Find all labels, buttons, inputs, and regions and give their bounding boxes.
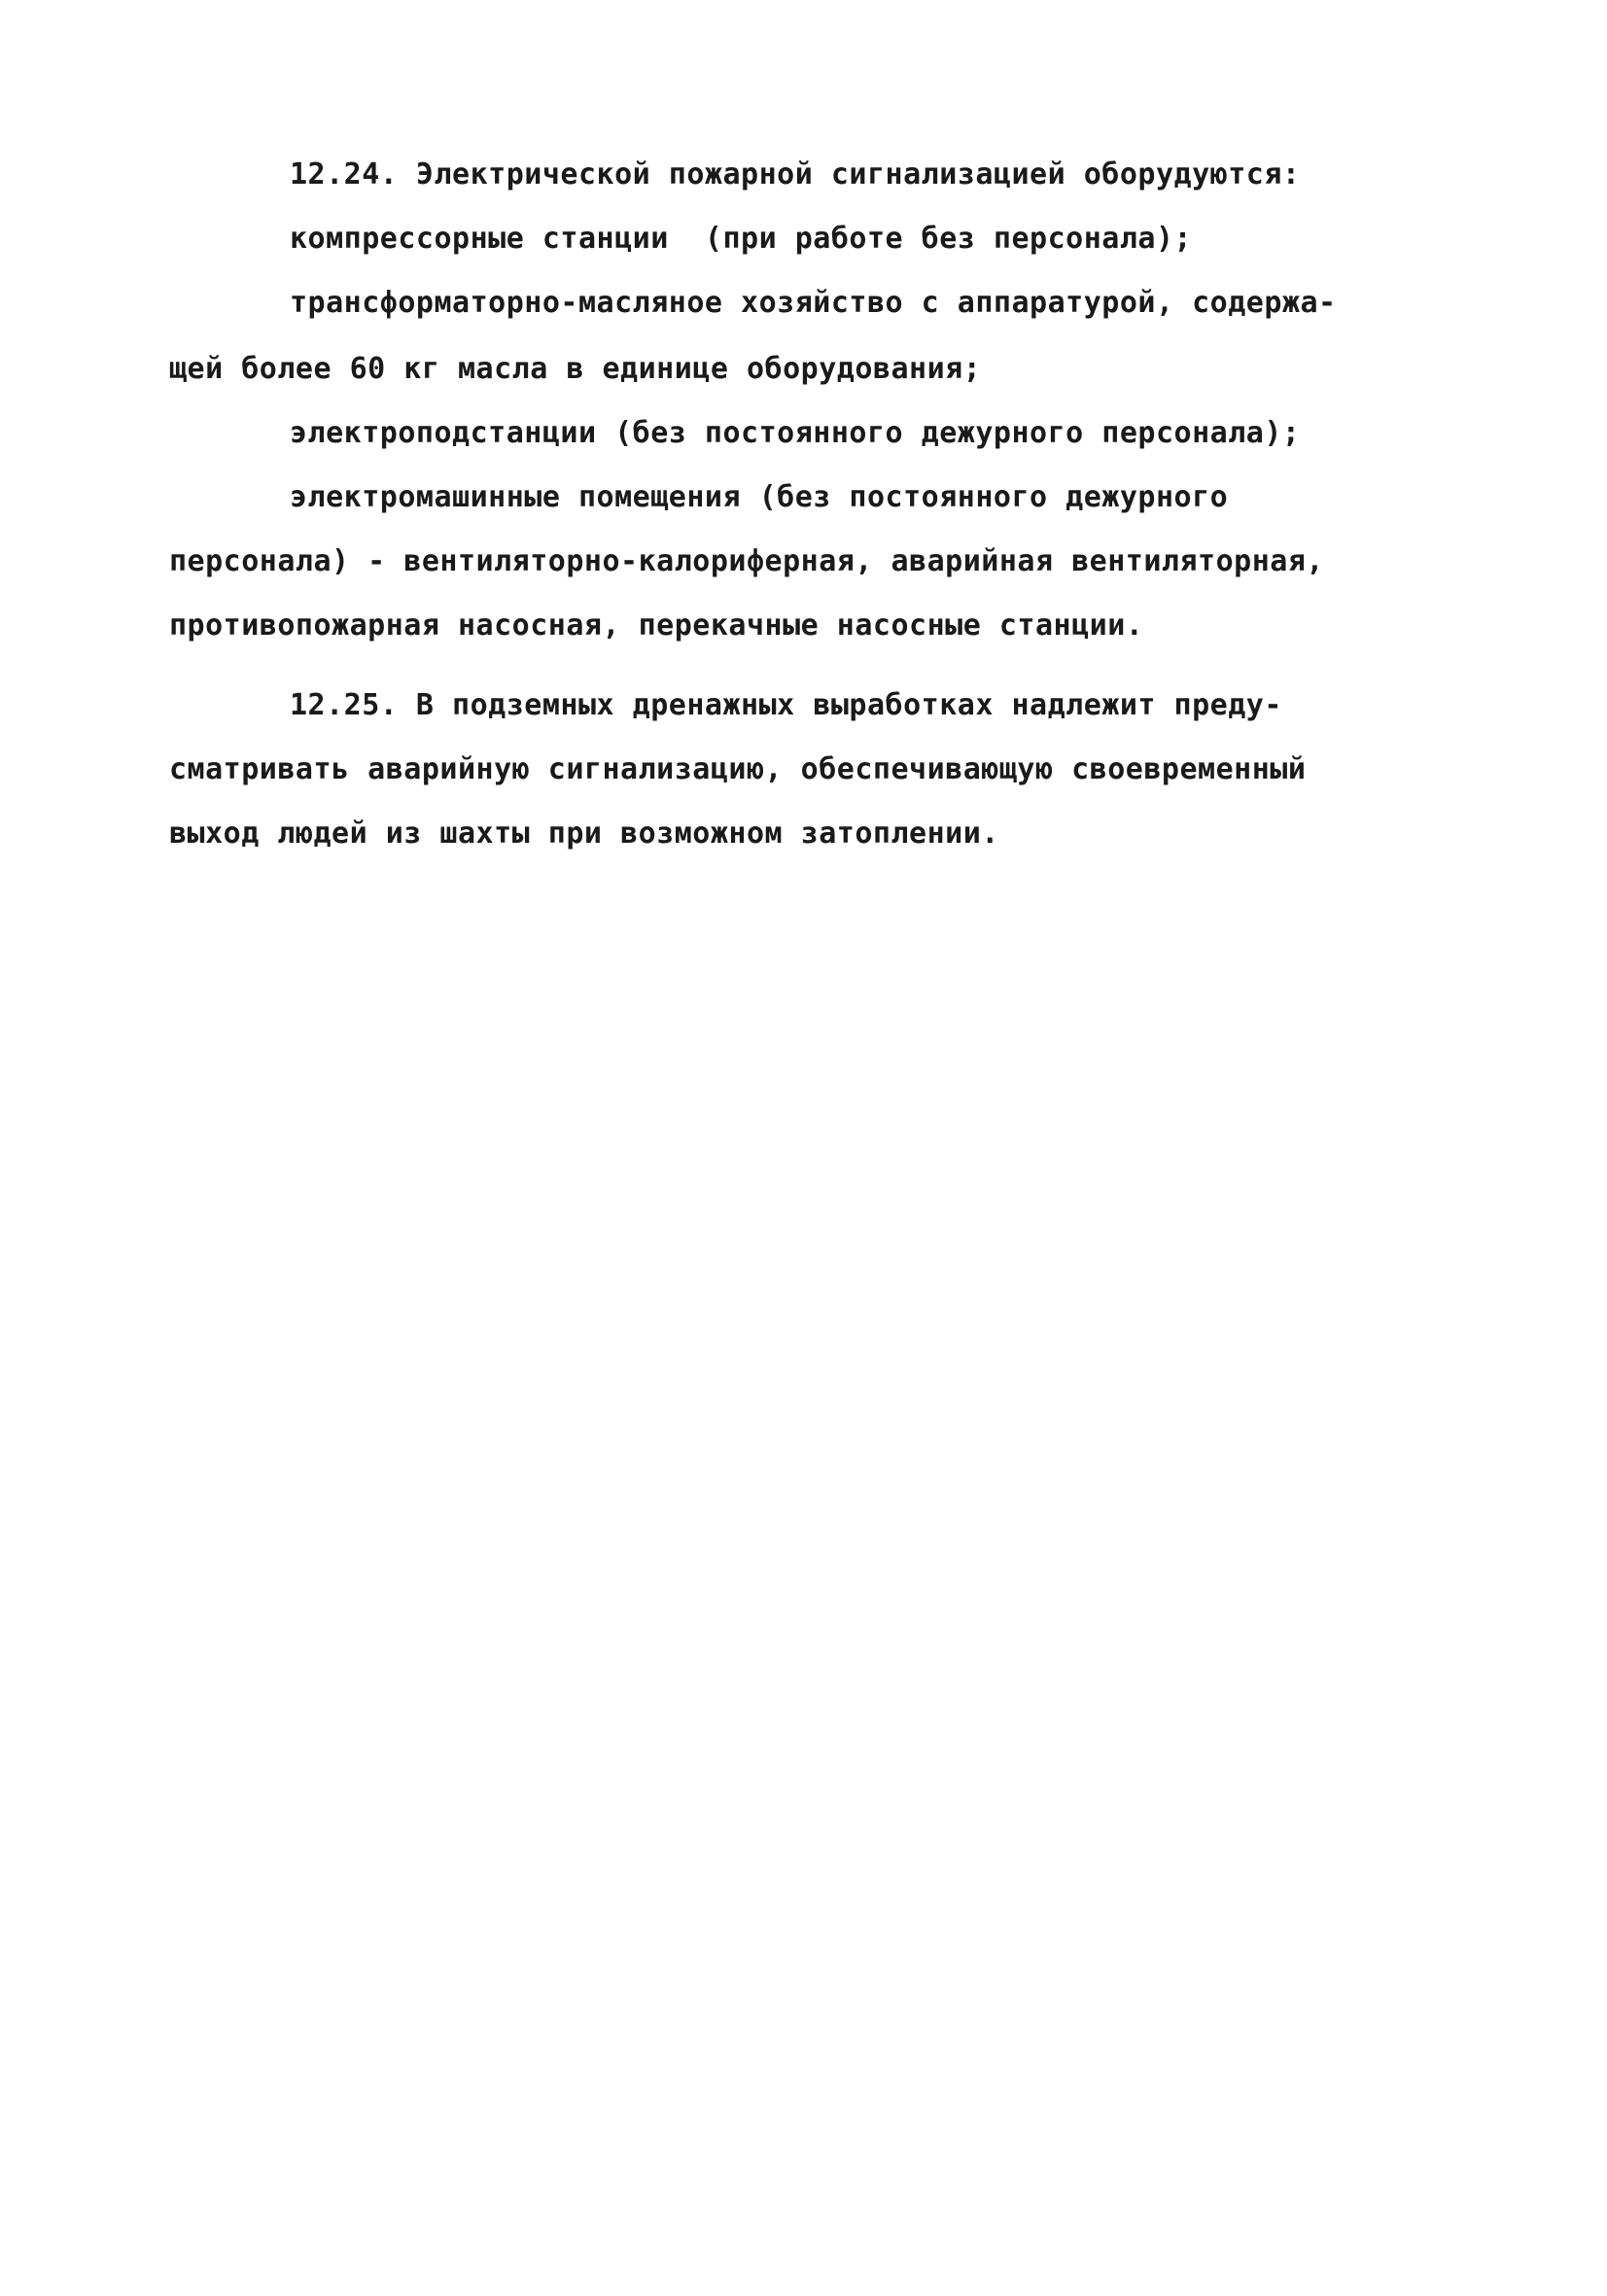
text-line: 12.24. Электрической пожарной сигнализацией оборудуются: xyxy=(290,157,1301,191)
text-line: компрессорные станции (при работе без персонала); xyxy=(290,222,1193,256)
text-line: электроподстанции (без постоянного дежурного персонала); xyxy=(290,416,1301,450)
text-line: электромашинные помещения (без постоянного дежурного xyxy=(290,480,1229,514)
text-line: щей более 60 кг масла в единице оборудования; xyxy=(169,352,982,386)
text-line: 12.25. В подземных дренажных выработках надлежит преду- xyxy=(290,688,1282,722)
text-line: сматривать аварийную сигнализацию, обеспечивающую своевременный xyxy=(169,752,1307,786)
text-line: трансформаторно-масляное хозяйство с аппаратурой, содержа- xyxy=(290,286,1337,320)
text-line: противопожарная насосная, перекачные насосные станции. xyxy=(169,609,1144,643)
text-line: выход людей из шахты при возможном затоплении. xyxy=(169,817,999,851)
text-line: персонала) - вентиляторно-калориферная, аварийная вентиляторная, xyxy=(169,544,1324,578)
